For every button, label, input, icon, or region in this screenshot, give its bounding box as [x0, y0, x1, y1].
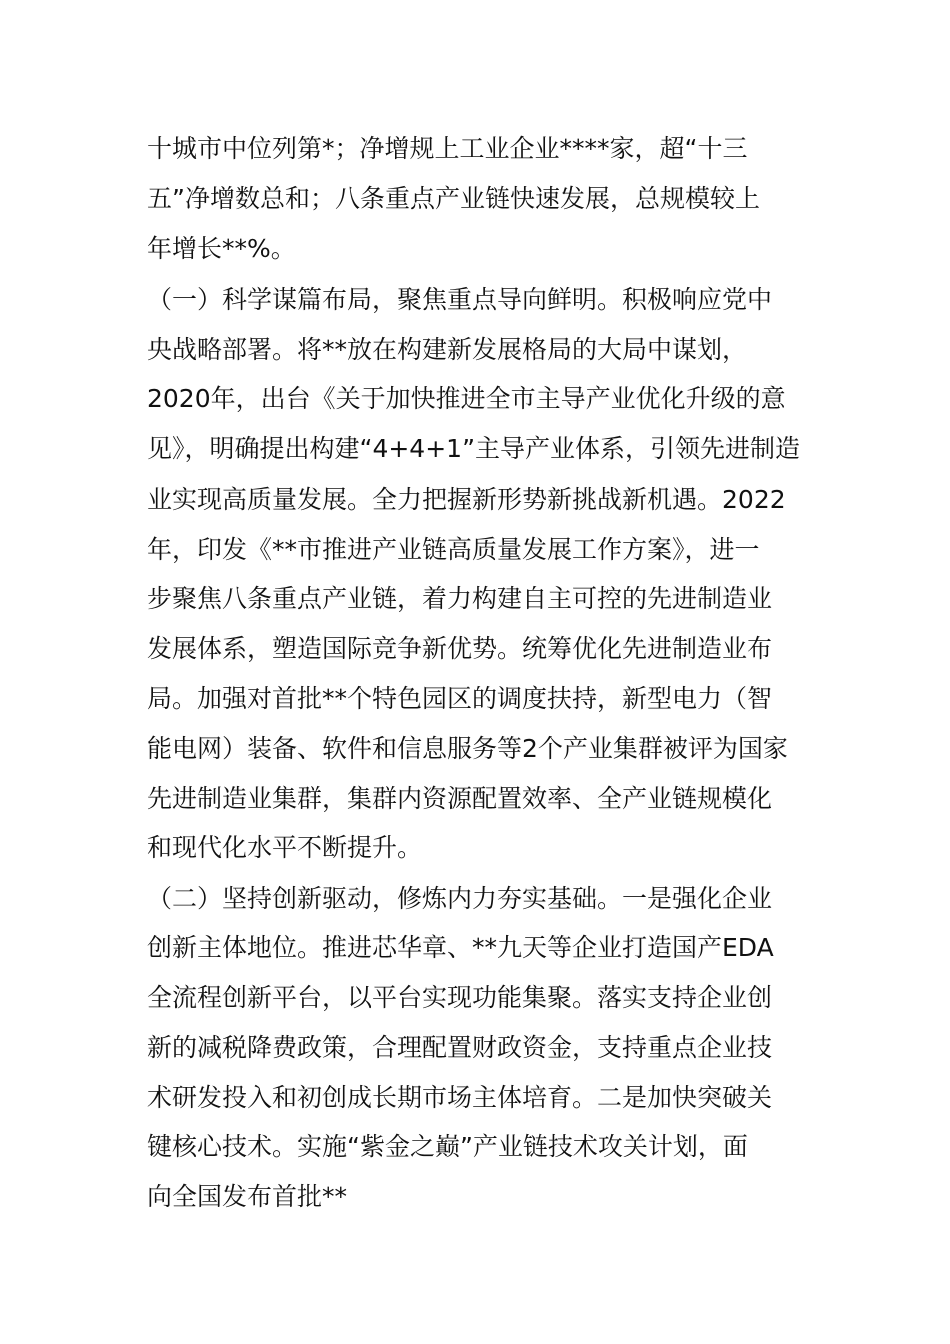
- text-line: 十城市中位列第*；净增规上工业企业****家，超“十三: [147, 134, 748, 163]
- text-line: 局。加强对首批**个特色园区的调度扶持，新型电力（智: [147, 684, 773, 713]
- text-line: 键核心技术。实施“紫金之巅”产业链技术攻关计划，面: [147, 1132, 748, 1161]
- text-line: 全流程创新平台，以平台实现功能集聚。落实支持企业创: [147, 983, 773, 1012]
- paragraph-heading-line: （二）坚持创新驱动，修炼内力夯实基础。一是强化企业: [147, 884, 773, 913]
- paragraph-heading-line: （一）科学谋篇布局，聚焦重点导向鲜明。积极响应党中: [147, 285, 773, 314]
- text-line: 和现代化水平不断提升。: [147, 833, 423, 862]
- text-line: 步聚焦八条重点产业链，着力构建自主可控的先进制造业: [147, 584, 773, 613]
- text-line: 术研发投入和初创成长期市场主体培育。二是加快突破关: [147, 1083, 773, 1112]
- text-line: 先进制造业集群，集群内资源配置效率、全产业链规模化: [147, 784, 773, 813]
- text-line: 向全国发布首批**: [147, 1182, 348, 1211]
- text-line: 央战略部署。将**放在构建新发展格局的大局中谋划，: [147, 335, 748, 364]
- text-line: 能电网）装备、软件和信息服务等2个产业集群被评为国家: [147, 734, 788, 763]
- text-line: 创新主体地位。推进芯华章、**九天等企业打造国产EDA: [147, 933, 774, 962]
- text-line: 发展体系，塑造国际竞争新优势。统筹优化先进制造业布: [147, 634, 773, 663]
- text-line: 业实现高质量发展。全力把握新形势新挑战新机遇。2022: [147, 485, 786, 514]
- text-line: 新的减税降费政策，合理配置财政资金，支持重点企业技: [147, 1033, 773, 1062]
- text-line: 2020年，出台《关于加快推进全市主导产业优化升级的意: [147, 384, 786, 413]
- text-line: 年增长**%。: [147, 234, 296, 263]
- text-line: 见》，明确提出构建“4+4+1”主导产业体系，引领先进制造: [147, 434, 801, 463]
- text-line: 五”净增数总和；八条重点产业链快速发展，总规模较上: [147, 184, 760, 213]
- text-line: 年，印发《**市推进产业链高质量发展工作方案》，进一: [147, 535, 760, 564]
